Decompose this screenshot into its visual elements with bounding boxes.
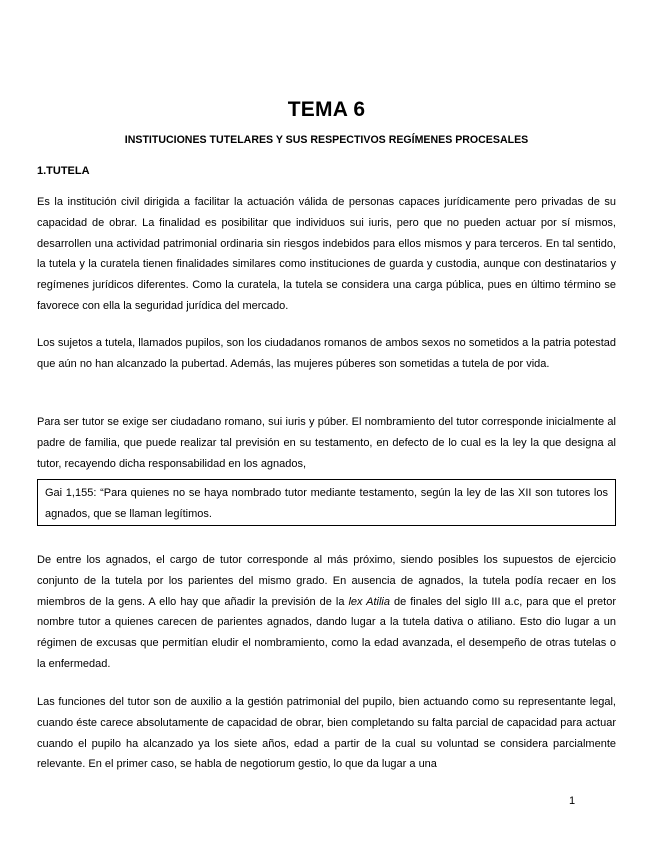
lex-atilia-italic: lex Atilia	[348, 595, 390, 608]
page-number: 1	[569, 795, 576, 807]
quote-box: Gai 1,155: “Para quienes no se haya nombrado tutor mediante testamento, según la ley de las XII son tutores los agnados, que se llaman legítimos.	[37, 479, 616, 526]
paragraph-pupils: Los sujetos a tutela, llamados pupilos, son los ciudadanos romanos de ambos sexos no sometidos a la patria potestad que aún no han alcanzado la pubertad. Además, las mujeres púberes son sometidas a tutela de por vida.	[37, 337, 616, 370]
paragraph-tutor-requirements: Para ser tutor se exige ser ciudadano romano, sui iuris y púber. El nombramiento del tutor corresponde inicialmente al padre de familia, que puede realizar tal previsión en su testamento, en defecto de lo cual es la ley la que designa al tutor, recayendo dicha responsabilidad en los agnados,	[37, 416, 616, 470]
paragraph-agnates-text-1: De entre los agnados, el cargo de tutor corresponde al más próximo, siendo posibles los supuestos de ejercicio conjunto de la tutela por los parientes del mismo grado. En ausencia de agnados, la tutela podía recaer en los miembros de la gens. A ello hay que añadir la previsión de la	[37, 554, 616, 608]
page-title: TEMA 6	[287, 98, 366, 121]
paragraph-definition: Es la institución civil dirigida a facilitar la actuación válida de personas capaces jurídicamente pero privadas de su capacidad de obrar. La finalidad es posibilitar que individuos sui iuris, pero que no pueden actuar por sí mismos, desarrollen una actividad patrimonial ordinaria sin riesgos indebidos para ellos mismos y para terceros. En tal sentido, la tutela y la curatela tienen finalidades similares como instituciones de guarda y custodia, aunque con destinatarios y regímenes jurídicos diferentes. Como la curatela, la tutela se considera una carga pública, pues en último término se favorece con ella la seguridad jurídica del mercado.	[37, 196, 616, 312]
paragraph-agnates-text-2: de finales del siglo III a.c, para que el pretor nombre tutor a quienes carecen de parientes agnados, dando lugar a la tutela dativa o atiliano. Esto dio lugar a un régimen de excusas que permitían eludir el nombramiento, como la edad avanzada, el desempeño de otras tutelas o la enfermedad.	[37, 595, 616, 670]
paragraph-tutor-functions: Las funciones del tutor son de auxilio a la gestión patrimonial del pupilo, bien actuando como su representante legal, cuando éste carece absolutamente de capacidad de obrar, bien completando su falta parcial de capacidad para actuar cuando el pupilo ha alcanzado ya los siete años, edad a partir de la cual su voluntad se considera parcialmente relevante. En el primer caso, se habla de negotiorum gestio, lo que da lugar a una	[37, 696, 616, 771]
paragraph-agnates	[37, 550, 616, 675]
section-heading: 1.TUTELA	[37, 165, 90, 177]
page-subtitle: INSTITUCIONES TUTELARES Y SUS RESPECTIVOS REGÍMENES PROCESALES	[124, 134, 529, 146]
